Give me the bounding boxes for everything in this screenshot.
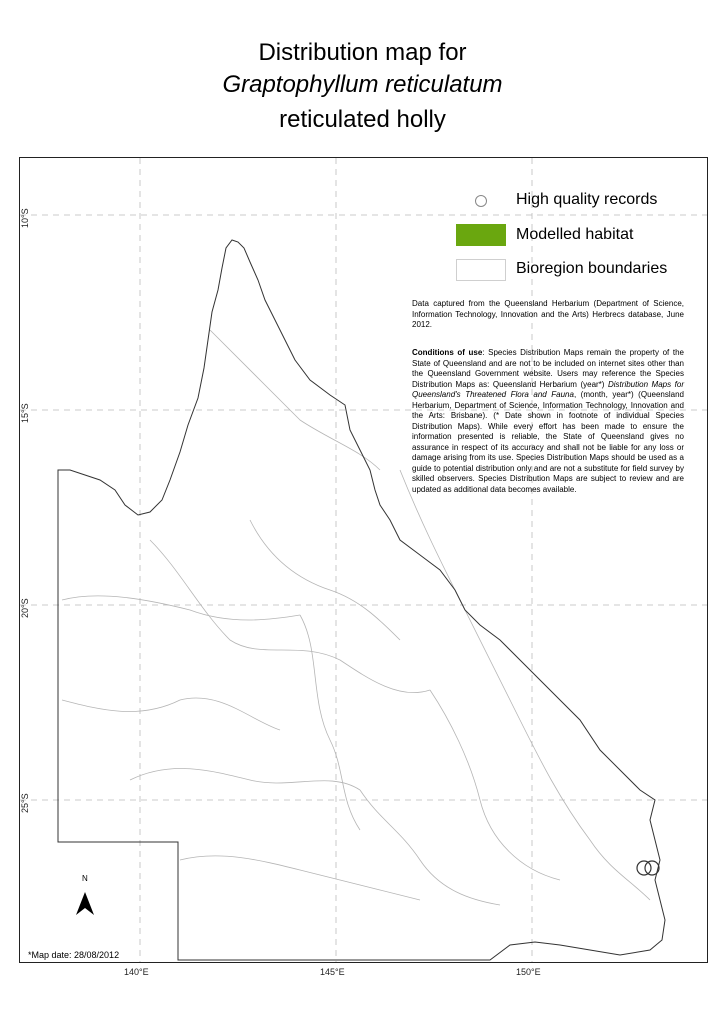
data-source-note: Data captured from the Queensland Herbarium (Department of Science, Information Technology, Innovation and the Arts) Herbrecs database, June 2012. [412, 299, 684, 329]
conditions-italic: Distribution Maps for Queensland's Threatened Flora and Fauna [412, 379, 684, 399]
bioregion-swatch [456, 259, 506, 281]
conditions-text: : Species Distribution Maps remain the property of the State of Queensland and are not to be included on internet sites other than the Queensland Government website. Users may reference the Species Distribution Maps as: Queensland Herbarium (year*) [412, 348, 684, 389]
conditions-of-use [412, 348, 684, 495]
map-date: *Map date: 28/08/2012 [28, 950, 120, 960]
north-label: N [82, 874, 88, 883]
lat-label-20: 20°S [20, 598, 30, 618]
legend-bioregion: Bioregion boundaries [516, 260, 668, 277]
lat-label-10: 10°S [20, 208, 30, 228]
high-quality-records-symbol [475, 195, 487, 207]
conditions-rest: , (month, year*) (Queensland Herbarium, Department of Science, Information Technology, Innovation and the Arts: Brisbane). (* Date shown in footnote of individual Species Distribution Maps). While every effort has been made to ensure the information presented is reliable, the State of Queensland gives no assurance in respect of its accuracy and shall not be liable for any loss or damage arising from its use. Species Distribution Maps should be used as a guide to potential distribution only and are not a substitute for field survey by skilled observers. Species Distribution Maps are subject to review and are updated as additional data becomes available. [412, 390, 684, 494]
legend-high-quality: High quality records [516, 191, 658, 208]
record-markers [637, 861, 659, 875]
modelled-habitat-swatch [456, 224, 506, 246]
lon-label-150: 150°E [516, 967, 541, 977]
title-species-name: Graptophyllum reticulatum [222, 71, 503, 98]
title-line-1: Distribution map for [258, 39, 467, 66]
conditions-heading: Conditions of use [412, 348, 483, 357]
lon-label-145: 145°E [320, 967, 345, 977]
title-common-name: reticulated holly [279, 106, 446, 133]
graticule [20, 158, 707, 962]
lat-label-25: 25°S [20, 793, 30, 813]
legend-modelled-habitat: Modelled habitat [516, 226, 634, 243]
north-arrow-icon [76, 892, 94, 915]
lat-label-15: 15°S [20, 403, 30, 423]
lon-label-140: 140°E [124, 967, 149, 977]
